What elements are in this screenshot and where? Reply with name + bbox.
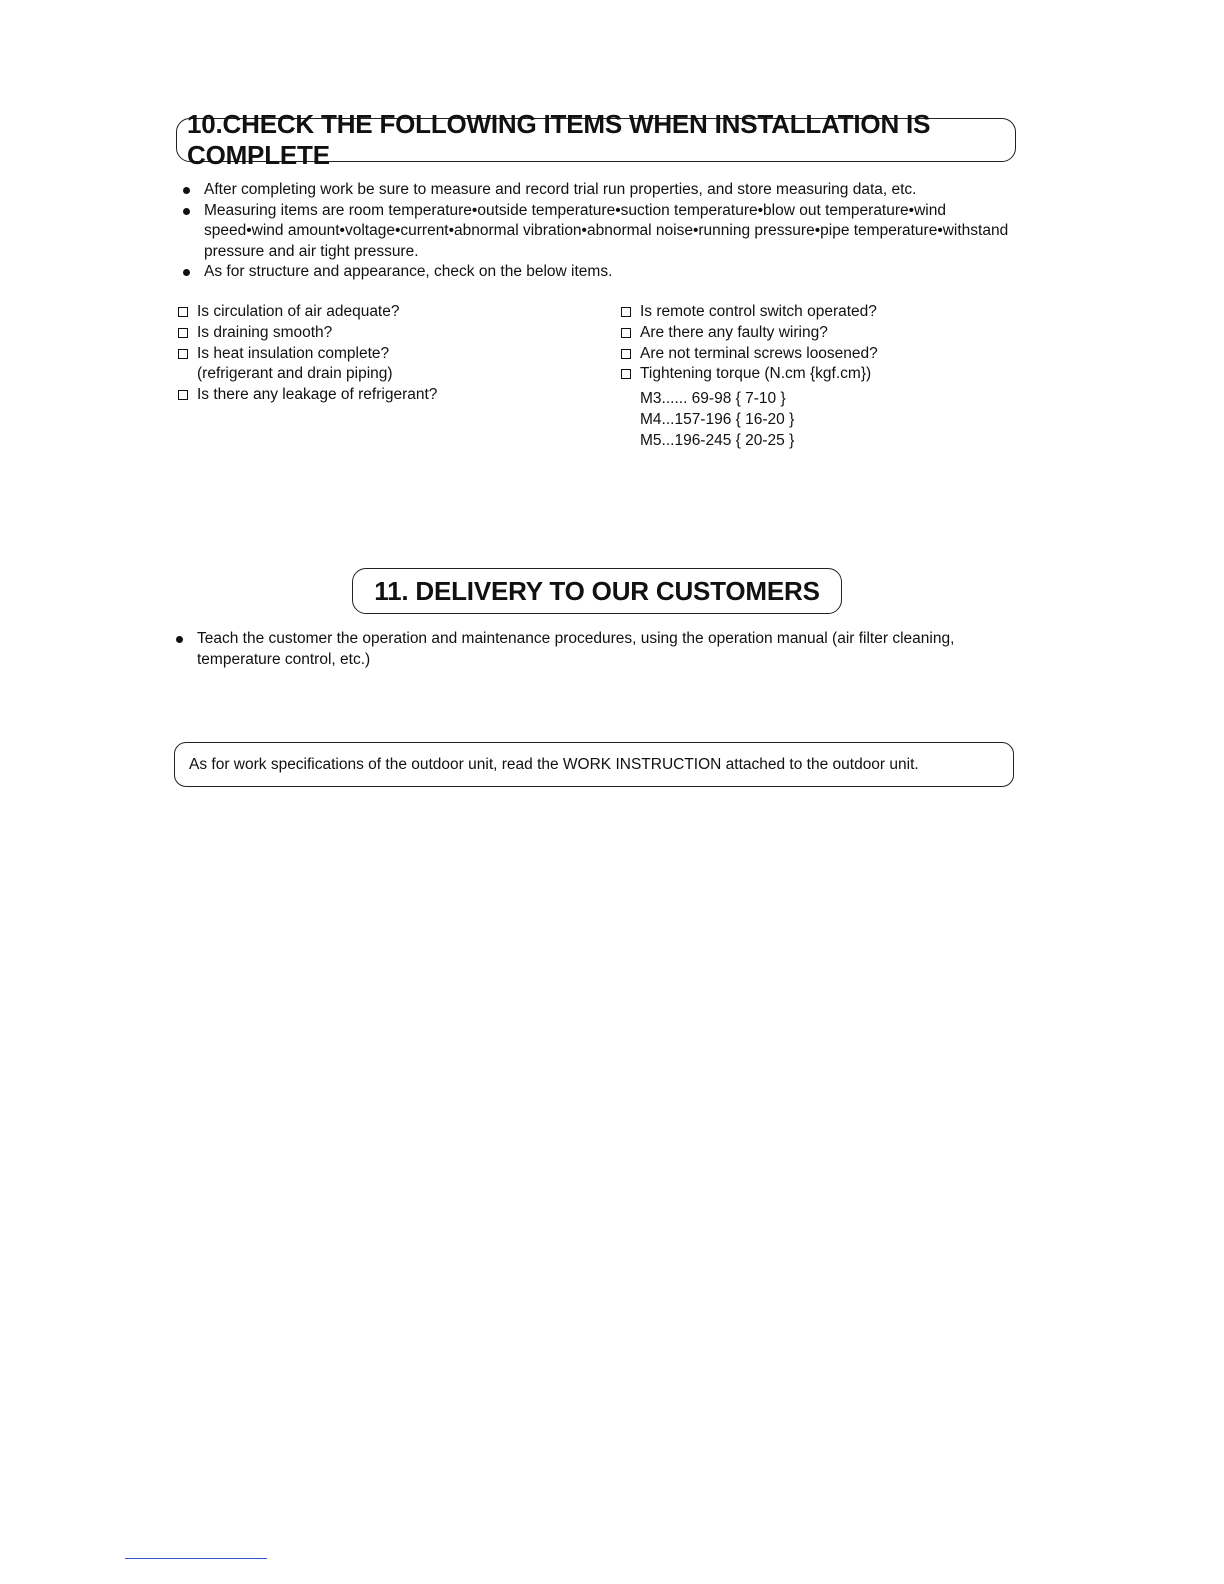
bullet-text: As for structure and appearance, check on the below items. (204, 263, 613, 280)
checklist-item (621, 344, 1041, 365)
bullet-item (180, 180, 1025, 201)
checkbox-icon[interactable] (178, 390, 188, 400)
footer-rule (125, 1558, 267, 1559)
torque-row: M3...... 69-98 { 7-10 } (640, 390, 786, 408)
bullet-item (180, 201, 1025, 263)
checklist-item (178, 385, 598, 406)
checklist-item (178, 302, 598, 323)
checklist-item-text: Are not terminal screws loosened? (640, 344, 878, 362)
torque-row: M4...157-196 { 16-20 } (640, 410, 795, 428)
checklist-item-text: Is heat insulation complete? (197, 344, 390, 362)
checkbox-icon[interactable] (178, 328, 188, 338)
section-10-title (176, 109, 1016, 170)
checkbox-icon[interactable] (621, 328, 631, 338)
checklist-item-text: Is circulation of air adequate? (197, 303, 400, 320)
bullet-text: Teach the customer the operation and maintenance procedures, using the operation manual (air filter cleaning, temperature control, etc.) (197, 630, 955, 668)
outdoor-unit-note-text: As for work specifications of the outdoor unit, read the WORK INSTRUCTION attached to the outdoor unit. (189, 755, 919, 773)
bullet-item (173, 629, 983, 670)
checklist-left (178, 302, 598, 406)
checklist-item (621, 302, 1041, 323)
checklist-item-text: Is there any leakage of refrigerant? (197, 386, 438, 404)
checkbox-icon[interactable] (621, 349, 631, 359)
bullet-item (180, 262, 1025, 283)
checklist-item (621, 364, 1041, 451)
torque-table (640, 389, 1041, 451)
bullet-dot-icon (176, 636, 183, 643)
checklist-item-text: Are there any faulty wiring? (640, 323, 828, 341)
outdoor-unit-note (174, 742, 1014, 787)
bullet-text: Measuring items are room temperature•outside temperature•suction temperature•blow out temperature•wind speed•wind amount•voltage•current•abnormal vibration•abnormal noise•running pressure•pipe temperature•withstand pressure and air tight pressure. (204, 201, 1009, 260)
checklist-item-text: Is draining smooth? (197, 323, 333, 341)
checklist-item-text: Is remote control switch operated? (640, 303, 877, 320)
torque-row: M5...196-245 { 20-25 } (640, 431, 795, 449)
checkbox-icon[interactable] (178, 307, 188, 317)
section-11-bullets (173, 629, 983, 670)
checklist-item (178, 344, 598, 386)
checklist-item (178, 323, 598, 344)
section-10-bullets (180, 180, 1025, 283)
checkbox-icon[interactable] (621, 307, 631, 317)
checklist-item (621, 323, 1041, 344)
bullet-text: After completing work be sure to measure and record trial run properties, and store measuring data, etc. (204, 181, 917, 198)
checkbox-icon[interactable] (621, 369, 631, 379)
bullet-dot-icon (183, 208, 190, 215)
bullet-dot-icon (183, 269, 190, 276)
section-11-title-text: 11. DELIVERY TO OUR CUSTOMERS (374, 575, 820, 606)
section-11-title (352, 568, 842, 614)
checkbox-icon[interactable] (178, 349, 188, 359)
checklist-item-subtext: (refrigerant and drain piping) (197, 365, 393, 383)
section-10-title-text: 10.CHECK THE FOLLOWING ITEMS WHEN INSTALLATION IS COMPLETE (187, 109, 931, 170)
bullet-dot-icon (183, 187, 190, 194)
checklist-item-text: Tightening torque (N.cm {kgf.cm}) (640, 365, 872, 383)
checklist-right (621, 302, 1041, 452)
